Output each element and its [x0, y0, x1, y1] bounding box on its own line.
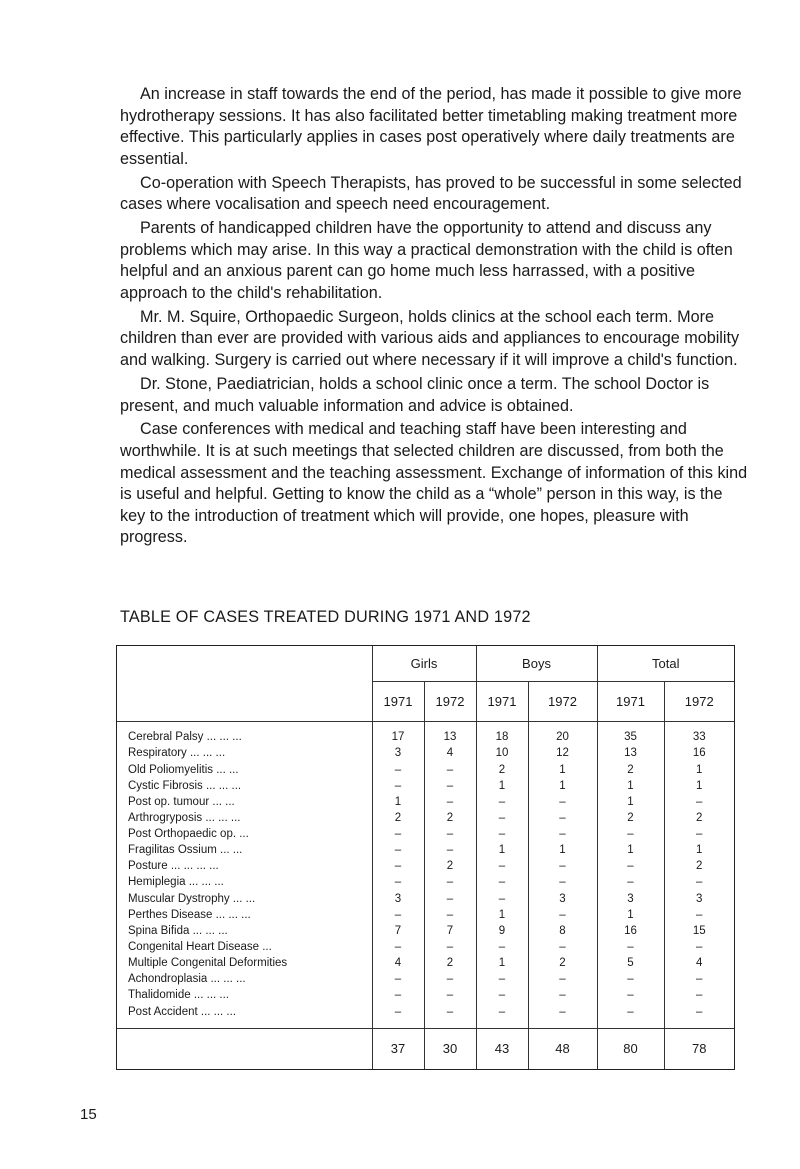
table-cell: 1	[476, 955, 528, 971]
table-cell: –	[424, 842, 476, 858]
table-cell: –	[528, 971, 597, 987]
row-label: Cystic Fibrosis ... ... ...	[128, 779, 242, 792]
table-cell: 3	[372, 891, 424, 907]
table-cell: 1	[476, 778, 528, 794]
table-cell: –	[476, 858, 528, 874]
table-cell: –	[476, 987, 528, 1003]
table-cell: 4	[372, 955, 424, 971]
row-label: Thalidomide ... ... ...	[128, 989, 229, 1002]
row-label: Spina Bifida ... ... ...	[128, 924, 228, 937]
table-cell: –	[476, 810, 528, 826]
table-row	[117, 939, 734, 955]
table-cell: 1	[528, 762, 597, 778]
table-row	[117, 810, 734, 826]
table-row	[117, 987, 734, 1003]
row-label: Post Accident ... ... ...	[128, 1005, 237, 1018]
table-cell: –	[372, 778, 424, 794]
table-cell: 10	[476, 746, 528, 762]
table-cell: 18	[476, 721, 528, 746]
table-cell: 33	[664, 721, 734, 746]
table-row	[117, 842, 734, 858]
body-text	[120, 84, 750, 551]
table-cell: –	[664, 875, 734, 891]
row-label: Old Poliomyelitis ... ...	[128, 763, 239, 776]
table-row	[117, 746, 734, 762]
total-cell: 80	[597, 1028, 664, 1069]
table-cell: 3	[528, 891, 597, 907]
row-label: Fragilitas Ossium ... ...	[128, 844, 243, 857]
table-cell: 1	[528, 842, 597, 858]
group-header-girls: Girls	[372, 646, 476, 682]
table-cell: 2	[664, 858, 734, 874]
table-cell: 4	[664, 955, 734, 971]
table-cell: –	[372, 858, 424, 874]
table-cell: 5	[597, 955, 664, 971]
table-cell: –	[597, 875, 664, 891]
row-label: Achondroplasia ... ... ...	[128, 973, 246, 986]
table-cell: –	[476, 875, 528, 891]
table-cell: –	[528, 875, 597, 891]
row-label: Post Orthopaedic op. ...	[128, 828, 249, 840]
table-cell: –	[664, 939, 734, 955]
table-cell: 16	[597, 923, 664, 939]
paragraph: Co-operation with Speech Therapists, has proved to be successful in some selected cases where vocalisation and speech need encouragement.	[120, 173, 742, 214]
year-header: 1971	[597, 682, 664, 721]
page-number: 15	[80, 1106, 97, 1123]
row-label: Hemiplegia ... ... ...	[128, 876, 224, 889]
table-cell: 2	[476, 762, 528, 778]
year-header: 1971	[476, 682, 528, 721]
table-cell: 1	[372, 794, 424, 810]
table-cell: 9	[476, 923, 528, 939]
table-cell: –	[476, 826, 528, 842]
table-cell: 1	[664, 778, 734, 794]
total-cell: 43	[476, 1028, 528, 1069]
table-cell: –	[597, 858, 664, 874]
table-cell: –	[372, 1004, 424, 1029]
row-label: Cerebral Palsy ... ... ...	[128, 730, 242, 743]
paragraph: An increase in staff towards the end of the period, has made it possible to give more hydrotherapy sessions. It has also facilitated better timetabling making treatment more effective. This particularly applies in cases post operatively where daily treatments are essential.	[120, 85, 742, 168]
table-cell: –	[424, 907, 476, 923]
table-cell: 1	[597, 778, 664, 794]
table-cell: 1	[597, 842, 664, 858]
table-cell: –	[476, 939, 528, 955]
table-cell: –	[528, 826, 597, 842]
table-cell: –	[372, 762, 424, 778]
table-cell: –	[664, 1004, 734, 1029]
table-cell: 13	[424, 721, 476, 746]
table-row	[117, 721, 734, 746]
table-cell: –	[476, 971, 528, 987]
table-cell: –	[528, 858, 597, 874]
cases-table	[116, 645, 735, 1070]
table-cell: 4	[424, 746, 476, 762]
paragraph: Parents of handicapped children have the opportunity to attend and discuss any problems which may arise. In this way a practical demonstration with the child is often helpful and an anxious parent can go home much less harrassed, with a positive approach to the child's rehabilitation.	[120, 219, 733, 302]
table-cell: –	[424, 875, 476, 891]
table-cell: –	[424, 939, 476, 955]
table-cell: –	[597, 939, 664, 955]
table-cell: 20	[528, 721, 597, 746]
table-cell: –	[597, 987, 664, 1003]
table-cell: –	[476, 1004, 528, 1029]
year-header: 1972	[424, 682, 476, 721]
year-header: 1972	[664, 682, 734, 721]
table-cell: 1	[476, 842, 528, 858]
table-cell: 16	[664, 746, 734, 762]
table-cell: 2	[664, 810, 734, 826]
table-cell: –	[664, 907, 734, 923]
total-cell: 78	[664, 1028, 734, 1069]
table-cell: 8	[528, 923, 597, 939]
table-row	[117, 778, 734, 794]
table-row	[117, 971, 734, 987]
table-cell: 17	[372, 721, 424, 746]
table-cell: –	[372, 842, 424, 858]
row-label: Muscular Dystrophy ... ...	[128, 892, 256, 905]
table-cell: 2	[424, 858, 476, 874]
table-cell: –	[476, 794, 528, 810]
row-label: Congenital Heart Disease ...	[128, 940, 272, 953]
table-row	[117, 875, 734, 891]
table-cell: 1	[664, 762, 734, 778]
table-cell: –	[476, 891, 528, 907]
group-header-total: Total	[597, 646, 734, 682]
table-cell: –	[372, 826, 424, 842]
table-cell: –	[528, 810, 597, 826]
table-cell: 2	[528, 955, 597, 971]
table-cell: 1	[664, 842, 734, 858]
table-cell: 13	[597, 746, 664, 762]
table-cell: –	[528, 987, 597, 1003]
table-body	[117, 721, 734, 1028]
table-cell: –	[528, 1004, 597, 1029]
table-cell: –	[372, 907, 424, 923]
table-cell: –	[424, 987, 476, 1003]
table-row	[117, 794, 734, 810]
totals-label-blank	[117, 1028, 372, 1069]
table-cell: –	[664, 826, 734, 842]
table-cell: 2	[424, 955, 476, 971]
table-cell: –	[424, 971, 476, 987]
table-row	[117, 907, 734, 923]
table-cell: 1	[528, 778, 597, 794]
row-label: Post op. tumour ... ...	[128, 795, 235, 808]
total-cell: 30	[424, 1028, 476, 1069]
table-cell: –	[424, 778, 476, 794]
table-cell: –	[372, 875, 424, 891]
table-cell: 1	[597, 794, 664, 810]
table-cell: –	[372, 987, 424, 1003]
table-row	[117, 858, 734, 874]
table-cell: 3	[664, 891, 734, 907]
paragraph: Mr. M. Squire, Orthopaedic Surgeon, holds clinics at the school each term. More children than ever are provided with various aids and appliances to encourage mobility and walking. Surgery is carried out where necessary if it will improve a child's function.	[120, 307, 740, 370]
table-cell: 1	[476, 907, 528, 923]
table-row	[117, 955, 734, 971]
table-cell: –	[372, 971, 424, 987]
year-header: 1971	[372, 682, 424, 721]
table-cell: 3	[372, 746, 424, 762]
row-label: Arthrogryposis ... ... ...	[128, 811, 241, 824]
row-label: Posture ... ... ... ...	[128, 860, 219, 873]
year-header: 1972	[528, 682, 597, 721]
table-row	[117, 1004, 734, 1029]
table-cell: –	[597, 826, 664, 842]
group-header-boys: Boys	[476, 646, 597, 682]
row-label: Respiratory ... ... ...	[128, 747, 226, 760]
table-cell: –	[424, 762, 476, 778]
table-row	[117, 826, 734, 842]
table-cell: –	[424, 1004, 476, 1029]
table-cell: –	[597, 971, 664, 987]
paragraph: Dr. Stone, Paediatrician, holds a school clinic once a term. The school Doctor is present, and much valuable information and advice is obtained.	[120, 374, 710, 415]
table-row	[117, 762, 734, 778]
table-cell: –	[664, 987, 734, 1003]
table-cell: –	[664, 794, 734, 810]
table-cell: 15	[664, 923, 734, 939]
row-label: Perthes Disease ... ... ...	[128, 908, 251, 921]
paragraph: Case conferences with medical and teaching staff have been interesting and worthwhile. It is at such meetings that selected children are discussed, from both the medical assessment and the teaching assessment. Exchange of information of this kind is useful and helpful. Getting to know the child as a “whole” person in this way, is the key to the introduction of treatment which will provide, one hopes, pleasure with progress.	[120, 420, 748, 547]
table-cell: 2	[424, 810, 476, 826]
row-label: Multiple Congenital Deformities	[128, 957, 288, 969]
total-cell: 48	[528, 1028, 597, 1069]
table-cell: 12	[528, 746, 597, 762]
table-cell: –	[372, 939, 424, 955]
table-row	[117, 891, 734, 907]
table-cell: 3	[597, 891, 664, 907]
header-blank	[117, 682, 372, 721]
table-cell: –	[424, 794, 476, 810]
table-cell: –	[528, 939, 597, 955]
table-row	[117, 923, 734, 939]
table-cell: –	[424, 891, 476, 907]
table-cell: 2	[372, 810, 424, 826]
table-cell: 7	[424, 923, 476, 939]
table-cell: 7	[372, 923, 424, 939]
table-cell: 2	[597, 810, 664, 826]
header-blank	[117, 646, 372, 682]
table-cell: 1	[597, 907, 664, 923]
table-cell: –	[424, 826, 476, 842]
table-title: TABLE OF CASES TREATED DURING 1971 AND 1972	[120, 608, 531, 626]
table-cell: 35	[597, 721, 664, 746]
totals-row	[117, 1028, 734, 1069]
table-cell: –	[597, 1004, 664, 1029]
table-cell: 2	[597, 762, 664, 778]
table-cell: –	[664, 971, 734, 987]
table-cell: –	[528, 794, 597, 810]
table-cell: –	[528, 907, 597, 923]
total-cell: 37	[372, 1028, 424, 1069]
